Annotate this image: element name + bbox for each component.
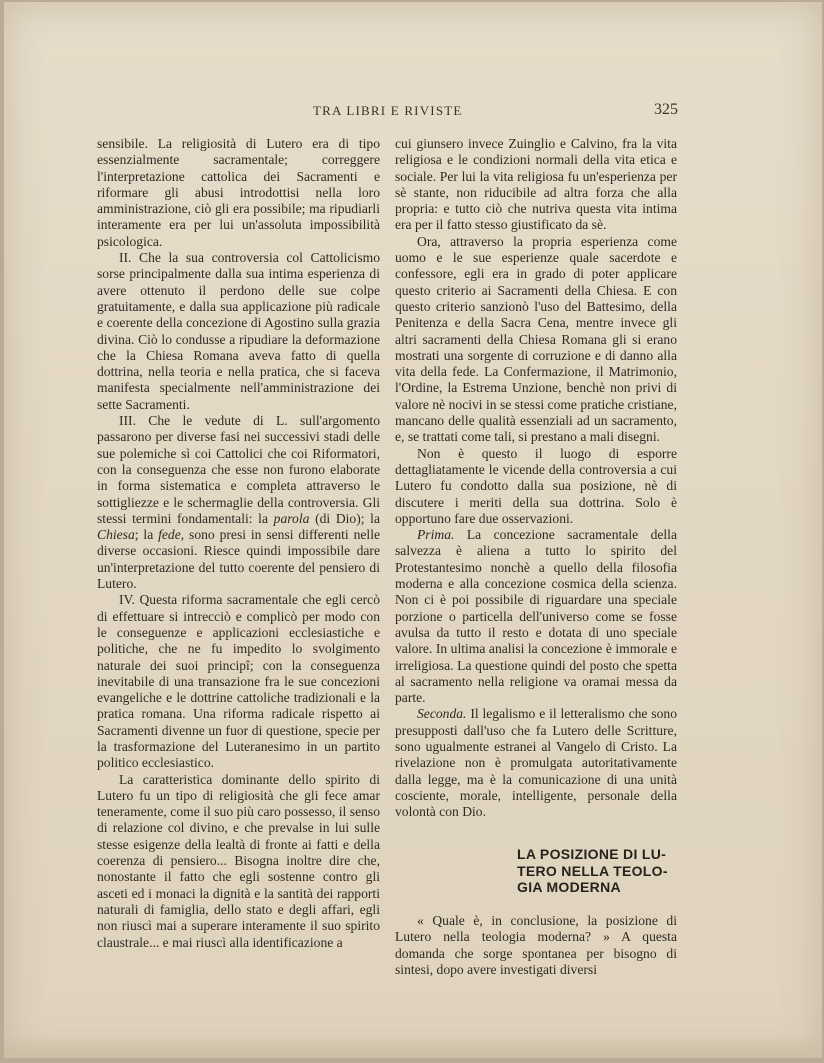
paragraph: cui giunsero invece Zuinglio e Calvino, fra la vita religiosa e le condizioni normali della vita etica e sociale. Per lui la vita religiosa fu un'esperienza per sè stante, non riducibile ad altra forza che alla propria: e tutto ciò che nutriva questa vita intima era per il fatto stesso giustificato da sè. [395, 136, 677, 233]
paragraph: Non è questo il luogo di esporre dettagliatamente le vicende della controversia a cui Lutero fu condotto dalla sua posizione, nè di discutere i meriti della sua dottrina. Solo è opportuno fare due osservazioni. [395, 445, 677, 526]
paragraph: sensibile. La religiosità di Lutero era di tipo essenzialmente sacramentale; correggere l'interpretazione cattolica dei Sacramenti e riformare gli abusi introdottisi nella loro amministrazione, ciò gli era possibile; ma ripudiarli interamente era per lui un'assoluta impossibilità psicologica. [97, 136, 380, 249]
column-gutter [387, 140, 388, 910]
left-column [97, 136, 380, 951]
paragraph [395, 527, 677, 706]
heading-line: LA POSIZIONE DI LU- [517, 846, 667, 863]
paragraph: Ora, attraverso la propria esperienza come uomo e le sue esperienze quale sacerdote e confessore, egli era in grado di poter applicare questo criterio ai Sacramenti della Chiesa. E con questo criterio sanzionò l'uso del Battesimo, della Penitenza e della Sacra Cena, mentre invece gli altri sacramenti della Chiesa Romana gli si erano mostrati una sorgente di corruzione e di danno alla vita della fede. La Confermazione, il Matrimonio, l'Ordine, la Estrema Unzione, benchè non privi di valore nè nocivi in se stessi come pratiche cristiane, mancano delle qualità essenziali ad un sacramento, e, se trattati come tali, si prestano a mali disegni. [395, 233, 677, 445]
italic-label: Prima. [417, 527, 455, 543]
text-run: Il legalismo e il letteralismo che sono presupposti dall'uso che fa Lutero delle Scritture, sono ugualmente estranei al Vangelo di Cristo. La rivelazione non è promulgata autoritativamente dalla legge, ma è la comunicazione di una unità cosciente, morale, intelligente, personale della volontà con Dio. [395, 706, 677, 820]
page-number: 325 [654, 101, 678, 118]
heading-line: TERO NELLA TEOLO- [517, 862, 668, 879]
text-run: III. Che le vedute di L. sull'argomento passarono per diverse fasi nei successivi stadi delle sue polemiche sì coi Cattolici che coi Riformatori, con la conseguenza che esse non furono elaborate in forma sistematica e completa attraverso le sottigliezze e le schermaglie della controversia. Gli stessi termini fondamentali: la [97, 413, 380, 526]
running-head [88, 103, 678, 123]
italic-term: parola [273, 510, 310, 526]
text-run: ; la [134, 527, 159, 543]
text-run: , sono presi in sensi differenti nelle diverse occasioni. Riesce quindi impossibile dare un'interpretazione del tutto coerente del pensiero di Lutero. [97, 527, 381, 592]
running-head-title: TRA LIBRI E RIVISTE [313, 103, 463, 118]
right-column [395, 136, 677, 978]
text-run: La concezione sacramentale della salvezza è aliena a tutto lo spirito del Protestantesimo nonchè a quello della filosofia moderna e alla concezione cosmica della scienza. Non ci è poi possibile di riguardare una speciale porzione o particella dell'universo come se fosse avulsa da tutto il resto e dotata di uno speciale valore. In ultima analisi la concezione è immorale e irreligiosa. La questione quindi del posto che spetta al sacramento nella religione va oramai messa da parte. [395, 527, 677, 706]
paragraph: II. Che la sua controversia col Cattolicismo sorse principalmente dalla sua intima esperienza di avere ottenuto il perdono delle sue colpe gratuitamente, e dalla sua applicazione più radicale e coerente della concezione di Agostino sulla grazia divina. Ciò lo condusse a ripudiare la deformazione che la Chiesa Romana aveva fatto di quella dottrina, nella teoria e nella pratica, che si faceva manifesta specialmente nell'amministrazione dei sette Sacramenti. [97, 250, 380, 412]
paragraph: IV. Questa riforma sacramentale che egli cercò di effettuare si intrecciò e complicò per modo con le conseguenze e applicazioni ecclesiastiche e politiche, che ne fu impedito lo svolgimento naturale dei suoi principî; con la conseguenza inevitabile di una transazione fra le sue concezioni evangeliche e le dottrine cattoliche tradizionali e la pratica romana. Una riforma radicale rispetto ai Sacramenti divenne un fuor di questione, specie per la trasformazione del Luteranesimo in un partito politico ecclesiastico. [97, 592, 380, 771]
paragraph: La caratteristica dominante dello spirito di Lutero fu un tipo di religiosità che gli fece amar teneramente, come il suo più caro possesso, il senso di relazione col divino, e che prevalse in lui sulle stesse esigenze della lealtà di fronte ai fatti e della coerenza di pensiero... Bisogna inoltre dire che, nonostante il fatto che egli sostenne contro gli asceti ed i monaci la dignità e la santità dei rapporti naturali di famiglia, dello stato e degli affari, egli non riuscì mai a superare interamente il suo spirito claustrale... e mai riuscì alla identificazione a [97, 771, 380, 950]
book-page [4, 2, 822, 1058]
italic-label: Seconda. [417, 706, 467, 722]
italic-term: fede [158, 527, 181, 543]
paragraph [395, 706, 677, 820]
text-run: (di Dio); la [309, 510, 380, 526]
italic-term: Chiesa [97, 527, 135, 543]
paragraph: « Quale è, in conclusione, la posizione di Lutero nella teologia moderna? » A questa domanda che sorge spontanea per bisogno di sintesi, dopo avere investigati diversi [395, 912, 677, 977]
paragraph [97, 413, 380, 592]
section-heading [517, 846, 677, 896]
heading-line: GIA MODERNA [517, 879, 621, 896]
